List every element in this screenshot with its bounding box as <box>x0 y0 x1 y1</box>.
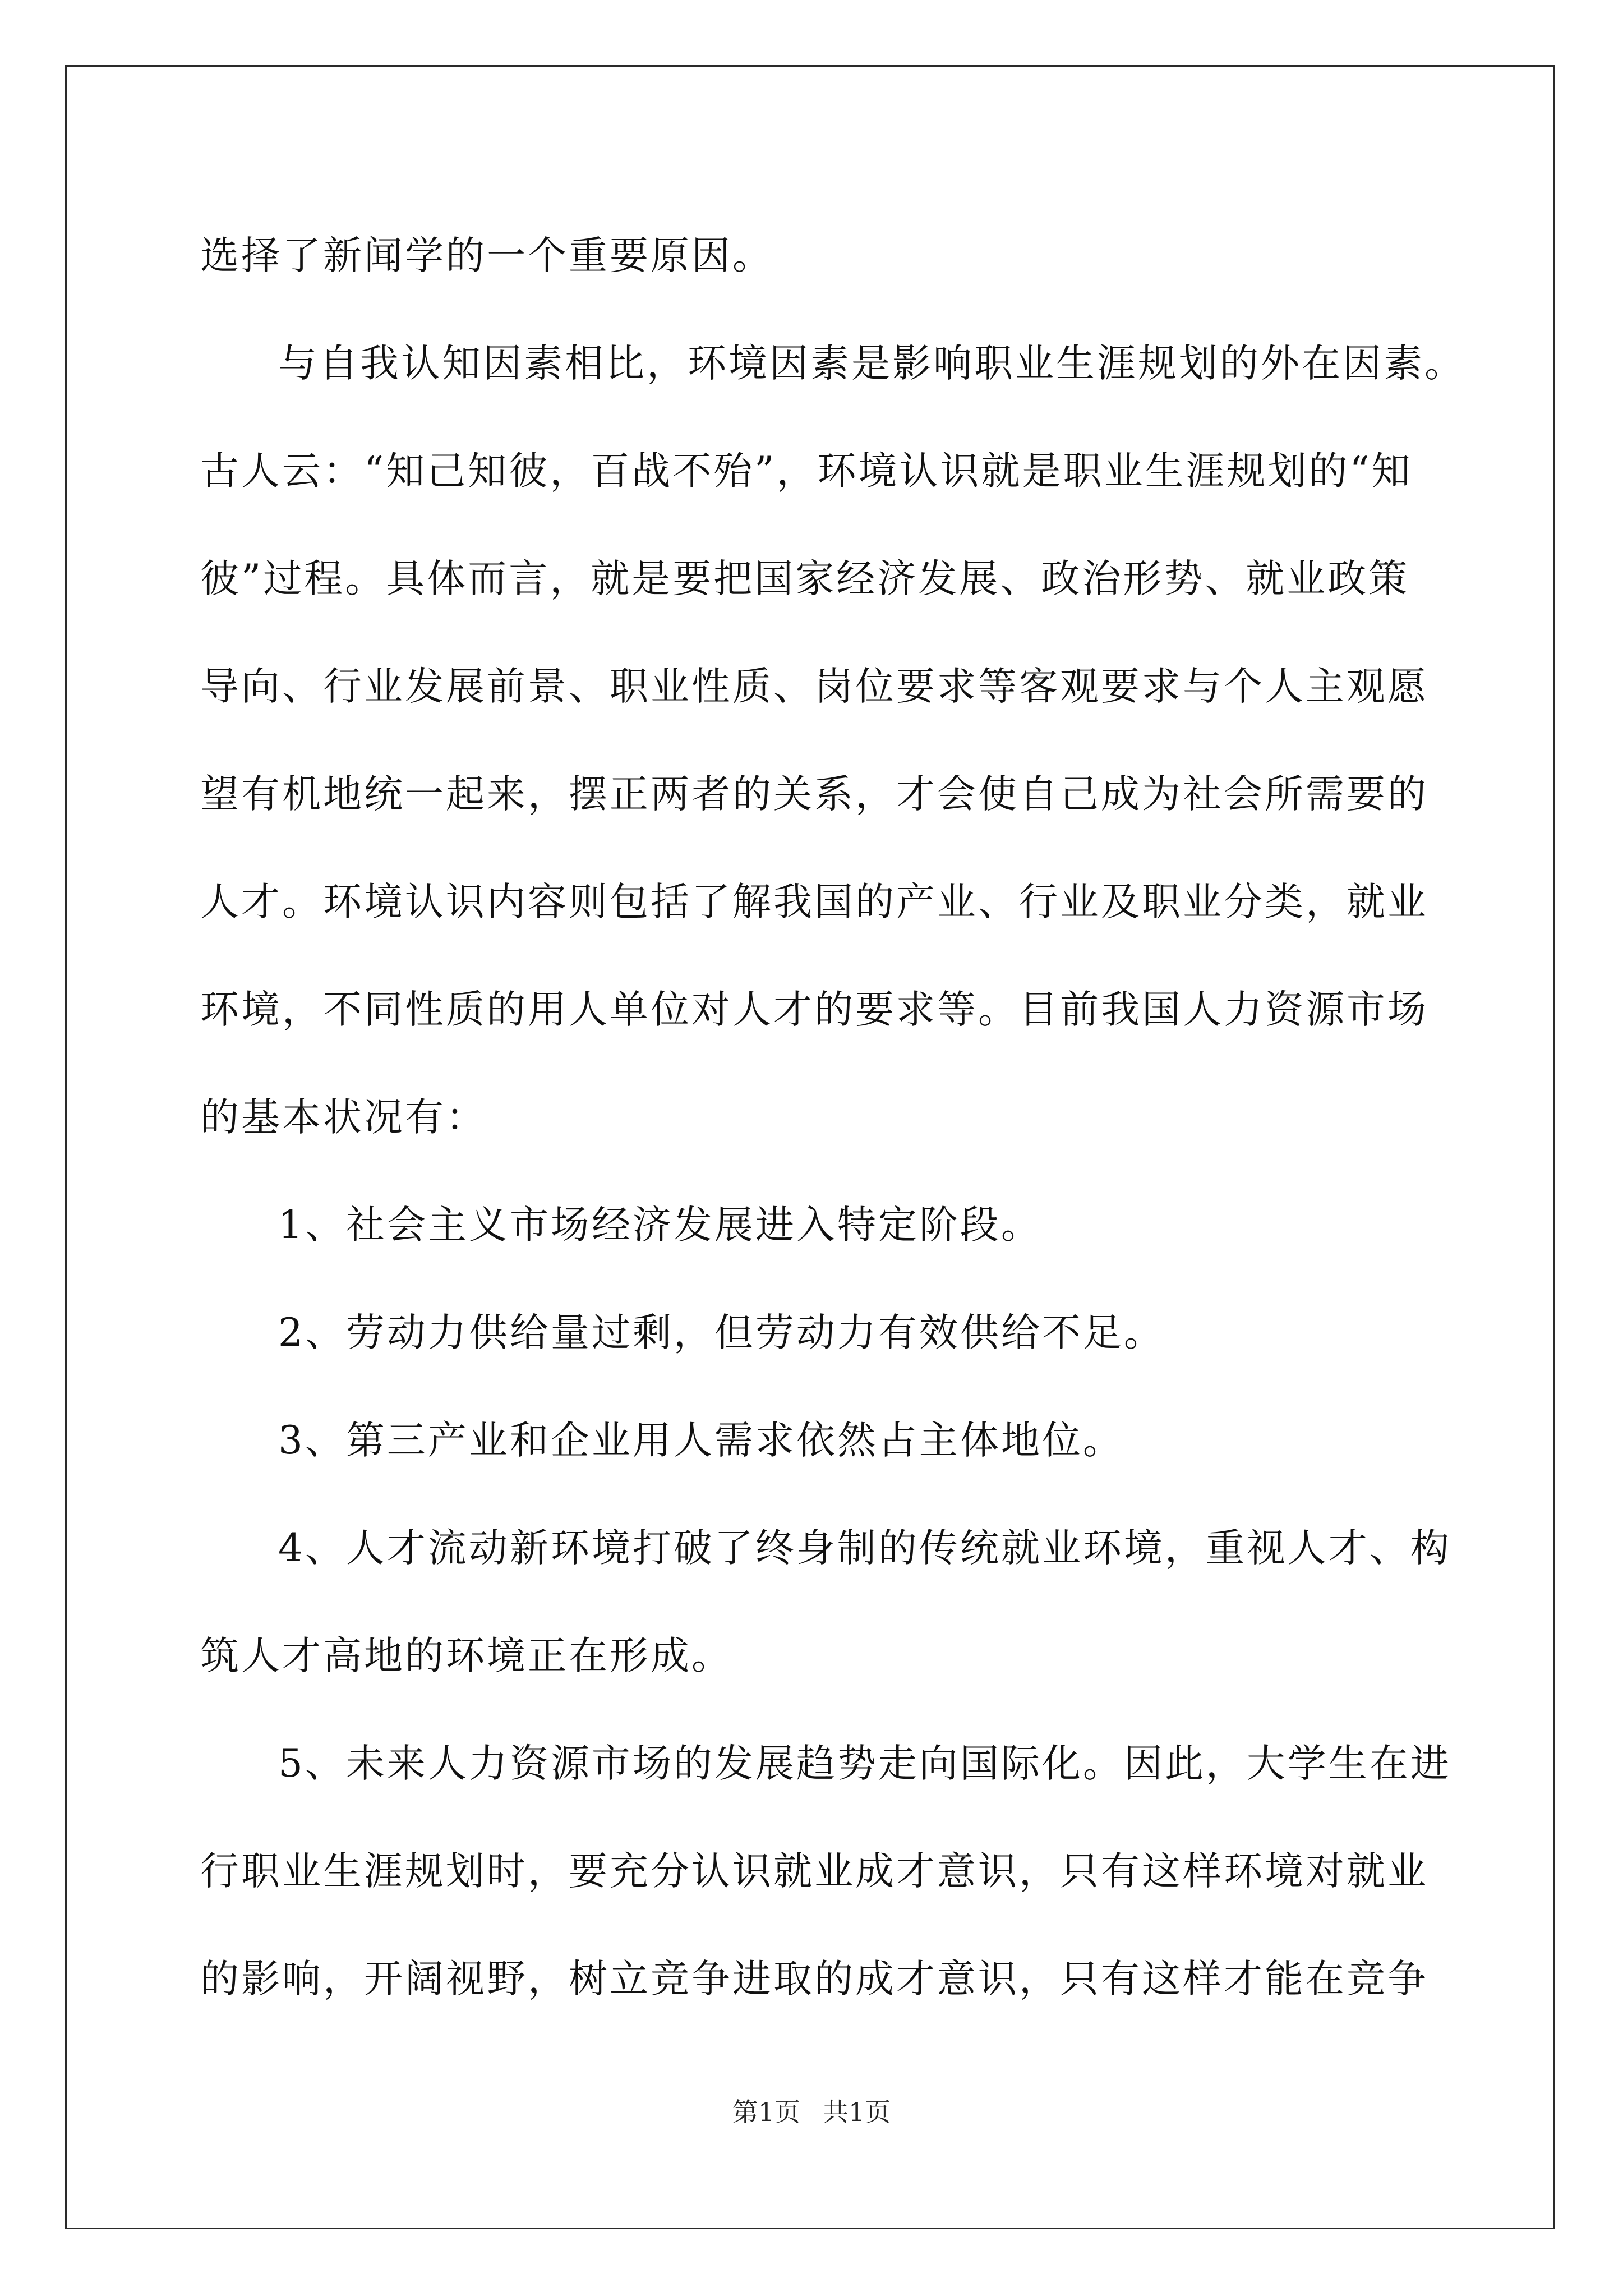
text-line: 与自我认知因素相比，环境因素是影响职业生涯规划的外在因素。 <box>278 341 1465 386</box>
current-page-number: 第1页 <box>732 2097 800 2127</box>
text-line: 1、社会主义市场经济发展进入特定阶段。 <box>278 1203 1042 1248</box>
text-line: 4、人才流动新环境打破了终身制的传统就业环境，重视人才、构 <box>278 1526 1451 1571</box>
document-body <box>200 202 1465 2033</box>
text-line: 选择了新闻学的一个重要原因。 <box>200 233 773 278</box>
text-line: 人才。环境认识内容则包括了解我国的产业、行业及职业分类，就业 <box>200 880 1428 924</box>
text-line: 5、未来人力资源市场的发展趋势走向国际化。因此，大学生在进 <box>278 1741 1451 1786</box>
total-page-count: 共1页 <box>823 2097 891 2127</box>
text-line: 的基本状况有： <box>200 1095 487 1140</box>
text-line: 筑人才高地的环境正在形成。 <box>200 1634 732 1678</box>
text-line: 导向、行业发展前景、职业性质、岗位要求等客观要求与个人主观愿 <box>200 664 1428 709</box>
text-line: 古人云：“知己知彼，百战不殆”，环境认识就是职业生涯规划的“知 <box>200 449 1413 494</box>
page-footer <box>0 2095 1623 2129</box>
text-line: 的影响，开阔视野，树立竞争进取的成才意识，只有这样才能在竞争 <box>200 1957 1428 2001</box>
text-line: 环境，不同性质的用人单位对人才的要求等。目前我国人力资源市场 <box>200 987 1428 1032</box>
text-line: 3、第三产业和企业用人需求依然占主体地位。 <box>278 1418 1124 1463</box>
text-line: 行职业生涯规划时，要充分认识就业成才意识，只有这样环境对就业 <box>200 1849 1428 1894</box>
text-line: 彼”过程。具体而言，就是要把国家经济发展、政治形势、就业政策 <box>200 556 1410 601</box>
text-line: 2、劳动力供给量过剩，但劳动力有效供给不足。 <box>278 1310 1165 1355</box>
text-line: 望有机地统一起来，摆正两者的关系，才会使自己成为社会所需要的 <box>200 772 1428 817</box>
